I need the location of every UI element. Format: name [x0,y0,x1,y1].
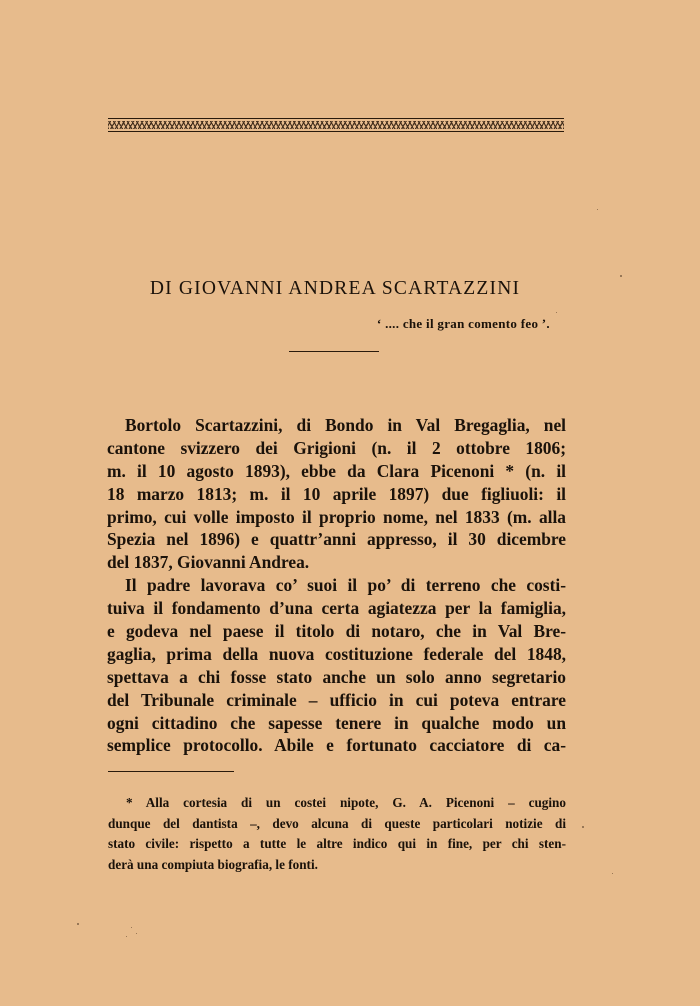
body-line: primo, cui volle imposto il proprio nome, nel 1833 (m. alla [107,506,566,527]
paper-speck [597,209,598,210]
body-line: 18 marzo 1813; m. il 10 aprile 1897) due figliuoli: il [107,483,566,504]
body-line: del Tribunale criminale – ufficio in cui poteva entrare [107,689,566,710]
body-line: e godeva nel paese il titolo di notaro, che in Val Bre- [107,621,566,642]
paper-speck [126,936,127,937]
paper-speck [136,933,137,934]
footnote [108,793,566,875]
body-paragraphs [107,414,566,757]
body-line: semplice protocollo. Abile e fortunato cacciatore di ca- [107,735,566,756]
body-line: spettava a chi fosse stato anche un solo anno segretario [107,666,566,687]
rule-line-bottom [108,131,564,132]
paper-speck [77,923,79,925]
footnote-line: derà una compiuta biografia, le fonti. [108,856,318,872]
footnote-line: * Alla cortesia di un costei nipote, G. A. Picenoni – cugino [126,795,566,810]
body-line: m. il 10 agosto 1893), ebbe da Clara Picenoni * (n. il [107,460,566,481]
body-line: del 1837, Giovanni Andrea. [107,552,310,573]
body-line: Spezia nel 1896) e quattr’anni appresso, il 30 dicembre [107,529,566,550]
body-line: cantone svizzero dei Grigioni (n. il 2 ottobre 1806; [107,437,566,458]
chapter-title [0,278,700,300]
title-separator-rule [289,351,379,352]
paper-speck [620,275,622,277]
paper-speck [582,826,584,828]
chapter-title-text: DI GIOVANNI ANDREA SCARTAZZINI [149,278,521,299]
rule-pattern [108,121,564,129]
footnote-separator-rule [108,771,234,772]
footnote-line: dunque del dantista –, devo alcuna di queste particolari notizie di [108,815,566,831]
paper-speck [612,873,613,874]
epigraph: ‘ .... che il gran comento feo ’. [376,316,550,331]
body-line: gaglia, prima della nuova costituzione federale del 1848, [107,643,566,664]
footnote-line: stato civile: rispetto a tutte le altre indico qui in fine, per chi sten- [108,836,566,852]
body-line: Il padre lavorava co’ suoi il po’ di terreno che costi- [125,575,566,596]
rule-line-top [108,118,564,119]
body-line: Bortolo Scartazzini, di Bondo in Val Bregaglia, nel [125,415,566,435]
paper-speck [556,312,557,313]
decorative-header-rule [108,118,564,132]
body-line: tuiva il fondamento d’una certa agiatezza per la famiglia, [107,598,566,619]
body-line: ogni cittadino che sapesse tenere in qualche modo un [107,712,566,733]
paper-speck [131,927,132,928]
